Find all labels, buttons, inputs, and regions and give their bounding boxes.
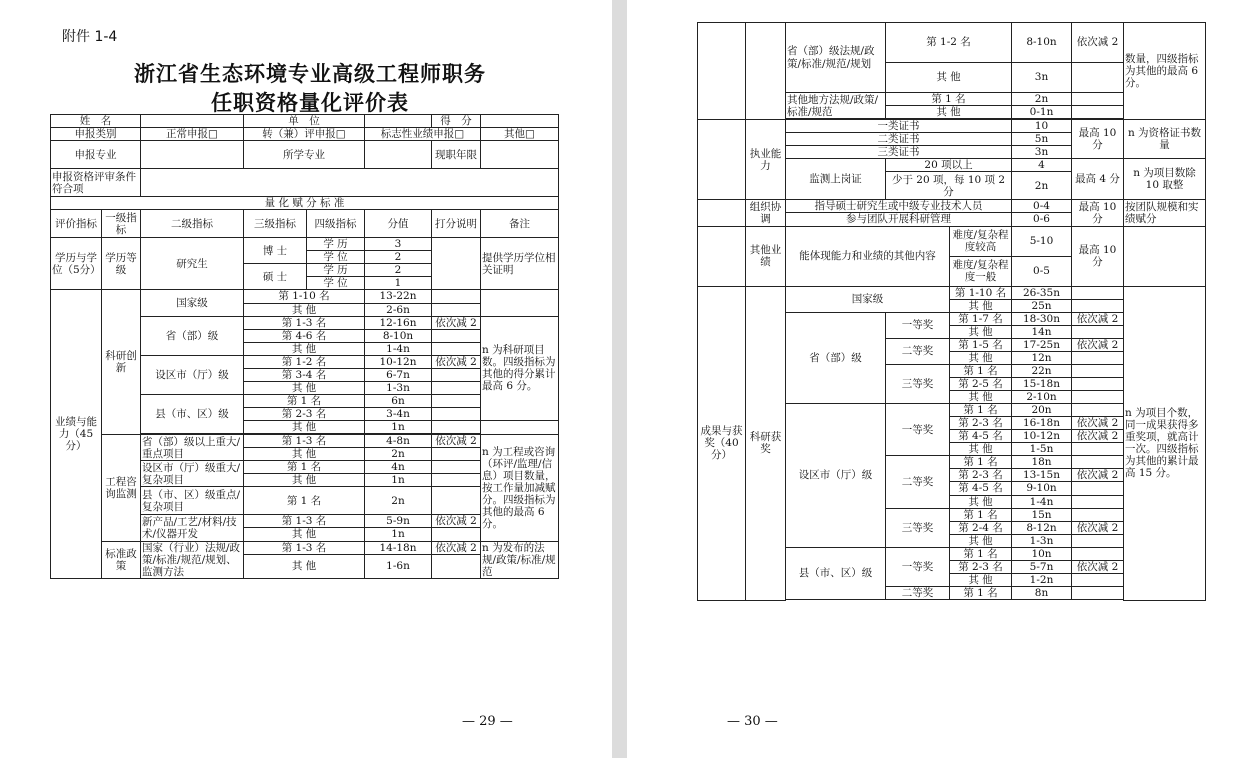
cell	[432, 381, 481, 394]
cell: 新产品/工艺/材料/技术/仪器开发	[141, 515, 244, 541]
cell: 姓 名	[51, 115, 141, 128]
cell	[432, 368, 481, 381]
cell: 依次减 2	[432, 435, 481, 448]
cell: 县（市、区）级重点/复杂项目	[141, 487, 244, 515]
cell: n 为工程或咨询（环评/监理/信息）项目数量，按工作量加减赋分。四级指标为其他的最高 6 分。	[481, 435, 559, 541]
cell	[1072, 299, 1124, 312]
cell: 4n	[365, 461, 432, 474]
cell	[1072, 573, 1124, 586]
cell	[698, 226, 746, 286]
cell: 国家级	[786, 286, 950, 312]
cell: 依次减 2	[1072, 312, 1124, 325]
cell: 其 他	[950, 351, 1012, 364]
cell: 第 1-10 名	[244, 290, 365, 303]
cell: 依次减 2	[1072, 430, 1124, 443]
cell: 10	[1012, 120, 1072, 133]
cell: 第 1 名	[244, 487, 365, 515]
cell: 14n	[1012, 325, 1072, 338]
cell: 业绩与能力（45分）	[51, 290, 102, 578]
cell	[141, 141, 244, 169]
cell: 2-10n	[1012, 391, 1072, 404]
cell: 指导硕士研究生或中级专业技术人员	[786, 200, 1012, 213]
cell: 2n	[365, 487, 432, 515]
cell: 2n	[1012, 172, 1072, 200]
cell: 一类证书	[786, 120, 1012, 133]
col-header: 二级指标	[141, 210, 244, 238]
cell: n 为科研项目数。四级指标为其他的得分累计最高 6 分。	[481, 316, 559, 421]
cell: 一等奖	[886, 547, 950, 586]
cell: 能体现能力和业绩的其他内容	[786, 226, 950, 286]
cell: 1n	[365, 474, 432, 487]
cell: 省（部）级	[141, 316, 244, 355]
cell: 22n	[1012, 364, 1072, 377]
col-header: 一级指标	[102, 210, 141, 238]
cell: 13-15n	[1012, 469, 1072, 482]
cell: 第 4-5 名	[950, 482, 1012, 495]
cell: 学 位	[307, 277, 365, 290]
cell	[1072, 495, 1124, 508]
cell: 其他地方法规/政策/标准/规范	[786, 93, 886, 119]
cell	[141, 115, 244, 128]
cell: 依次减 2	[1072, 521, 1124, 534]
cell: 组织协调	[746, 200, 786, 226]
col-header: 四级指标	[307, 210, 365, 238]
cell: 正常申报□	[141, 128, 244, 141]
cell: 1-3n	[1012, 534, 1072, 547]
cell: 其 他	[244, 474, 365, 487]
cell: 10n	[1012, 547, 1072, 560]
cell	[1124, 226, 1206, 286]
cell: 0-6	[1012, 213, 1072, 226]
cell	[1072, 534, 1124, 547]
cell	[432, 461, 481, 474]
cell: 监测上岗证	[786, 159, 886, 200]
cell: 3n	[1012, 146, 1072, 159]
cell: 10-12n	[1012, 430, 1072, 443]
col-header: 评价指标	[51, 210, 102, 238]
cell: 依次减 2	[1072, 560, 1124, 573]
cell: 第 1 名	[950, 364, 1012, 377]
cell: 其 他	[950, 443, 1012, 456]
cell	[365, 115, 432, 128]
cell: 二等奖	[886, 338, 950, 364]
cell	[1072, 106, 1124, 119]
cell	[432, 448, 481, 461]
cell	[432, 554, 481, 578]
cell: 第 1-3 名	[244, 316, 365, 329]
cell	[1072, 325, 1124, 338]
cell: 第 1-7 名	[950, 312, 1012, 325]
cell: 2n	[365, 448, 432, 461]
cell: 16-18n	[1012, 417, 1072, 430]
cell: 县（市、区）级	[141, 394, 244, 433]
cell: 其 他	[244, 448, 365, 461]
cell: 4	[1012, 159, 1072, 172]
cell: 其 他	[950, 325, 1012, 338]
cell: 0-5	[1012, 256, 1072, 286]
cell: 现职年限	[432, 141, 481, 169]
cell: 第 1 名	[886, 93, 1012, 106]
cell: 第 1 名	[244, 461, 365, 474]
cell: 9-10n	[1012, 482, 1072, 495]
cell: 2-6n	[365, 303, 432, 316]
cell: 13-22n	[365, 290, 432, 303]
cell: 1-2n	[1012, 573, 1072, 586]
cell: 1-4n	[1012, 495, 1072, 508]
cell: 最高 10 分	[1072, 120, 1124, 159]
cell: 2	[365, 264, 432, 277]
cell	[1072, 456, 1124, 469]
cell: 研究生	[141, 238, 244, 290]
cell: 3	[365, 238, 432, 251]
cell: 3n	[1012, 63, 1072, 93]
cell: 依次减 2	[1072, 469, 1124, 482]
cell: 二类证书	[786, 133, 1012, 146]
cell	[432, 290, 481, 303]
cell: 1n	[365, 528, 432, 541]
cell: 0-1n	[1012, 106, 1072, 119]
cell: 第 1 名	[244, 394, 365, 407]
cell	[698, 120, 746, 200]
cell: 其 他	[244, 342, 365, 355]
cell: 1-5n	[1012, 443, 1072, 456]
cell: 17-25n	[1012, 338, 1072, 351]
cell: 其 他	[244, 528, 365, 541]
cell: 第 4-6 名	[244, 329, 365, 342]
cell: 其 他	[950, 495, 1012, 508]
cell: 设区市（厅）级	[786, 404, 886, 548]
cell	[432, 329, 481, 342]
cell: 三类证书	[786, 146, 1012, 159]
cell: 其 他	[950, 573, 1012, 586]
cell: 依次减 2	[1072, 23, 1124, 63]
cell: 1	[365, 277, 432, 290]
cell	[1072, 364, 1124, 377]
cell: 1-4n	[365, 342, 432, 355]
cell: 0-4	[1012, 200, 1072, 213]
cell: 标准政策	[102, 541, 141, 578]
cell	[141, 169, 559, 197]
cell: 难度/复杂程度一般	[950, 256, 1012, 286]
cell: 设区市（厅）级重大/复杂项目	[141, 461, 244, 487]
cell: 成果与获奖（40分）	[698, 286, 746, 600]
cell: 4-8n	[365, 435, 432, 448]
cell: 其 他	[886, 106, 1012, 119]
cell: 依次减 2	[432, 316, 481, 329]
cell: 省（部）级法规/政策/标准/规范/规划	[786, 23, 886, 93]
cell: 第 1-3 名	[244, 541, 365, 554]
cell: 第 2-3 名	[950, 560, 1012, 573]
cell: 设区市（厅）级	[141, 355, 244, 394]
cell: 科研创新	[102, 290, 141, 435]
cell: 第 2-3 名	[950, 417, 1012, 430]
cell: n 为项目个数，同一成果获得多重奖项，就高计一次。四级指标为其他的累计最高 15 分。	[1124, 286, 1206, 600]
cell: 第 1 名	[950, 456, 1012, 469]
page-29	[0, 0, 612, 758]
cell: 转（兼）评申报□	[244, 128, 365, 141]
cell	[432, 238, 481, 290]
cell: 其他□	[481, 128, 559, 141]
cell: n 为资格证书数量	[1124, 120, 1206, 159]
cell: 1n	[365, 421, 432, 434]
cell: 5-7n	[1012, 560, 1072, 573]
cell: 5-9n	[365, 515, 432, 528]
cell: 其 他	[244, 421, 365, 434]
cell: 学历与学位（5分）	[51, 238, 102, 290]
cell: 三等奖	[886, 364, 950, 403]
cell: 其他业绩	[746, 226, 786, 286]
cell: 6-7n	[365, 368, 432, 381]
cell: 12-16n	[365, 316, 432, 329]
cell: 学 位	[307, 251, 365, 264]
cell	[432, 474, 481, 487]
cell: 15-18n	[1012, 377, 1072, 390]
cell: 依次减 2	[432, 515, 481, 528]
cell	[481, 290, 559, 316]
cell: 参与团队开展科研管理	[786, 213, 1012, 226]
cell: 三等奖	[886, 508, 950, 547]
cell: 国家（行业）法规/政策/标准/规范/规划、监测方法	[141, 541, 244, 578]
cell: 最高 4 分	[1072, 159, 1124, 200]
cell: 依次减 2	[432, 355, 481, 368]
page-number: — 29 —	[462, 714, 513, 729]
cell	[1072, 482, 1124, 495]
cell: 学历等级	[102, 238, 141, 290]
cell: 依次减 2	[1072, 417, 1124, 430]
cell: 省（部）级以上重大/重点项目	[141, 435, 244, 461]
page-number: — 30 —	[727, 714, 778, 729]
cell: 1-3n	[365, 381, 432, 394]
cell: 最高 10 分	[1072, 226, 1124, 286]
cell: 第 1-2 名	[886, 23, 1012, 63]
cell	[1072, 586, 1124, 599]
cell	[1072, 377, 1124, 390]
cell: 博 士	[244, 238, 307, 264]
cell: 3-4n	[365, 408, 432, 421]
cell: 18-30n	[1012, 312, 1072, 325]
cell: 8n	[1012, 586, 1072, 599]
col-header: 备注	[481, 210, 559, 238]
cell: 8-10n	[1012, 23, 1072, 63]
cell: 申报类别	[51, 128, 141, 141]
cell: 一等奖	[886, 404, 950, 456]
cell: 数量，四级指标为其他的最高 6 分。	[1124, 23, 1206, 120]
cell: 第 1-3 名	[244, 435, 365, 448]
cell: 第 4-5 名	[950, 430, 1012, 443]
cell: 标志性业绩申报□	[365, 128, 481, 141]
cell: 2	[365, 251, 432, 264]
cell: 第 2-5 名	[950, 377, 1012, 390]
cell: 其 他	[244, 303, 365, 316]
cell	[1072, 63, 1124, 93]
cell: 第 1 名	[950, 586, 1012, 599]
cell: 最高 10 分	[1072, 200, 1124, 226]
cell: 其 他	[950, 391, 1012, 404]
cell: 18n	[1012, 456, 1072, 469]
page-30	[627, 0, 1235, 758]
cell	[432, 421, 481, 434]
annex-label: 附件 1-4	[62, 29, 118, 45]
cell: 难度/复杂程度较高	[950, 226, 1012, 256]
cell: 14-18n	[365, 541, 432, 554]
cell: 5n	[1012, 133, 1072, 146]
cell: 其 他	[950, 299, 1012, 312]
evaluation-table-part1	[50, 114, 559, 579]
cell: 其 他	[950, 534, 1012, 547]
cell: 科研获奖	[746, 286, 786, 600]
cell: 第 1 名	[950, 508, 1012, 521]
cell: n 为项目数除 10 取整	[1124, 159, 1206, 200]
cell	[698, 23, 746, 120]
cell: 国家级	[141, 290, 244, 316]
cell: 20n	[1012, 404, 1072, 417]
cell: 第 2-3 名	[950, 469, 1012, 482]
doc-title-line1: 浙江省生态环境专业高级工程师职务	[134, 61, 486, 86]
cell: 提供学历学位相关证明	[481, 238, 559, 290]
cell: 申报资格评审条件符合项	[51, 169, 141, 197]
cell	[481, 115, 559, 128]
cell: 8-10n	[365, 329, 432, 342]
cell: 执业能力	[746, 120, 786, 200]
cell: 20 项以上	[886, 159, 1012, 172]
cell	[698, 200, 746, 226]
col-header: 分值	[365, 210, 432, 238]
cell: 少于 20 项，每 10 项 2 分	[886, 172, 1012, 200]
cell	[1072, 547, 1124, 560]
cell: 所学专业	[244, 141, 365, 169]
cell: 第 1-5 名	[950, 338, 1012, 351]
col-header: 三级指标	[244, 210, 307, 238]
cell: 其 他	[244, 554, 365, 578]
cell	[746, 23, 786, 120]
cell: 学 历	[307, 238, 365, 251]
cell	[1072, 443, 1124, 456]
evaluation-table-part2	[697, 22, 1206, 601]
cell: 单 位	[244, 115, 365, 128]
cell: 硕 士	[244, 264, 307, 290]
cell: 依次减 2	[1072, 338, 1124, 351]
cell: 第 1-3 名	[244, 515, 365, 528]
cell	[432, 487, 481, 515]
cell: 工程咨询监测	[102, 435, 141, 541]
cell	[432, 303, 481, 316]
cell	[1072, 351, 1124, 364]
cell: 10-12n	[365, 355, 432, 368]
cell: 一等奖	[886, 312, 950, 338]
cell: 1-6n	[365, 554, 432, 578]
cell: 12n	[1012, 351, 1072, 364]
cell: 第 1-2 名	[244, 355, 365, 368]
cell: 第 2-3 名	[244, 408, 365, 421]
cell	[1072, 391, 1124, 404]
cell	[365, 141, 432, 169]
cell: 2n	[1012, 93, 1072, 106]
cell	[432, 394, 481, 407]
doc-title-line2: 任职资格量化评价表	[211, 90, 409, 115]
cell: 其 他	[244, 381, 365, 394]
col-header: 打分说明	[432, 210, 481, 238]
cell: 依次减 2	[432, 541, 481, 554]
cell	[1072, 508, 1124, 521]
cell: 县（市、区）级	[786, 547, 886, 599]
cell: 第 2-4 名	[950, 521, 1012, 534]
cell	[481, 141, 559, 169]
cell	[432, 408, 481, 421]
cell: 26-35n	[1012, 286, 1072, 299]
cell: 得 分	[432, 115, 481, 128]
cell	[786, 600, 1012, 601]
cell: 6n	[365, 394, 432, 407]
cell: 25n	[1012, 299, 1072, 312]
cell: 15n	[1012, 508, 1072, 521]
cell: 学 历	[307, 264, 365, 277]
cell: 第 1 名	[950, 404, 1012, 417]
cell	[432, 342, 481, 355]
cell	[1072, 93, 1124, 106]
cell: 二等奖	[886, 586, 950, 599]
cell: 其 他	[886, 63, 1012, 93]
cell: 按团队规模和实绩赋分	[1124, 200, 1206, 226]
cell	[432, 528, 481, 541]
cell: 第 3-4 名	[244, 368, 365, 381]
cell: 8-12n	[1012, 521, 1072, 534]
cell: 第 1-10 名	[950, 286, 1012, 299]
cell: 第 1 名	[950, 547, 1012, 560]
cell	[1072, 286, 1124, 299]
section-header: 量 化 赋 分 标 准	[51, 197, 559, 210]
cell: 5-10	[1012, 226, 1072, 256]
cell: 省（部）级	[786, 312, 886, 403]
cell: 申报专业	[51, 141, 141, 169]
cell: n 为发布的法规/政策/标准/规范	[481, 541, 559, 578]
cell: 二等奖	[886, 456, 950, 508]
cell	[1072, 404, 1124, 417]
